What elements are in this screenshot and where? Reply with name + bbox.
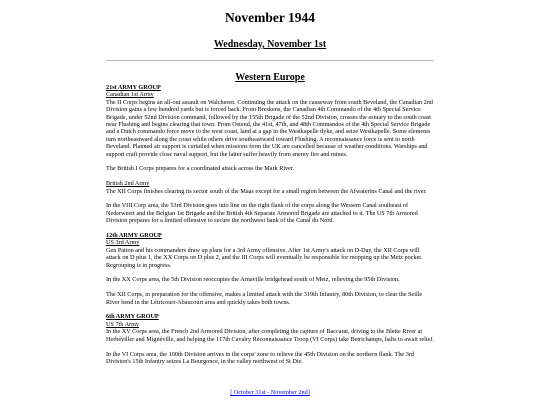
page-content — [106, 0, 434, 365]
footer-nav — [0, 389, 540, 396]
army-group-12 — [106, 232, 434, 306]
paragraph: The XII Corps, in preparation for the offensive, makes a limited attack with the 319th Infantry, 80th Division, to clear the Seille River bend in the Létricourt-Abaucourt area and quickly takes both towns. — [106, 291, 423, 306]
army-group-6 — [106, 313, 434, 365]
army-subtitle: British 2nd Army — [106, 180, 150, 188]
paragraph: In the XV Corps area, the French 2nd Armored Division, after completing the capture of Baccarat, driving to the Blette River at Herbéviller and Mignéville, and helping the 117th Cavalry Reconnaissance Troop (VI Corps) take Betrichamps, halts to await relief. — [106, 328, 434, 343]
group-title: 12th ARMY GROUP — [106, 232, 162, 240]
paragraph: The II Corps begins an all-out assault on Walcheren. Continuing the attack on the causeway from south Beveland, the Canadian 2nd Division gains a few hundred yards but is forced back. From Breskens, the Canadian 4th Commando of the 4th Special Service Brigade, under 52nd Division command, followed by the 155th Brigade of the 52nd Division, crosses the estuary to the south coast near Flushing and begins clearing that town. From Ostend, the 41st, 47th, and 48th Commandos of the 4th Special Service Brigade and a Dutch commando force move to the west coast, land at a gap in the Westkapelle dyke, and seize Westkapelle. Some elements turn northeastward along the coast while others drive southeastward toward Flushing. A reconnaissance force is sent to north Beveland. Planned air support is curtailed when missions from the UK are cancelled because of weather conditions. Warships and support craft provide close naval support, but the latter suffer heavily from enemy fire and mines. — [106, 98, 433, 158]
army-subtitle: US 7th Army — [106, 320, 140, 328]
page-title: November 1944 — [224, 10, 316, 25]
date-heading: Wednesday, November 1st — [213, 39, 327, 50]
group-title: 6th ARMY GROUP — [106, 313, 159, 321]
paragraph: In the VIII Corp area, the 53rd Division goes into line on the right flank of the corps along the Wessem Canal southeast of Nederweert and the Belgian 1st Brigade and the British 4th Separate Armored Brigade are attached to it. The US 7th Armored Division prepares for a limited offensive to secure the northwest bank of the Canal du Nord. — [106, 202, 418, 225]
paragraph: In the XX Corps area, the 5th Division reoccupies the Arnaville bridgehead south of Metz, relieving the 95th Division. — [106, 276, 400, 284]
date-nav-link[interactable]: [ October 31st - November 2nd] — [230, 389, 310, 396]
section-title: Western Europe — [235, 72, 305, 83]
army-group-21 — [106, 84, 434, 225]
divider — [106, 60, 434, 61]
paragraph: In the VI Corps area, the 100th Division arrives in the corps' zone to relieve the 45th Division on the northern flank. The 3rd Division's 15th Infantry seizes La Bourgonce, in the valley northwest of St Dié. — [106, 350, 414, 365]
paragraph: Gen Patton and his commanders draw up plans for a 3rd Army offensive. After 1st Army's attack on D-Day, the XII Corps will attack on D plus 1, the XX Corps on D plus 2, and the III Corps will eventually be responsible for mopping up the Metz pocket. Regrouping is in progress. — [106, 246, 423, 269]
paragraph: The British I Corps prepares for a coordinated attack across the Mark River. — [106, 165, 295, 173]
army-subtitle: Canadian 1st Army — [106, 91, 154, 99]
army-subtitle: US 3rd Army — [106, 239, 140, 247]
paragraph: The XII Corps finishes clearing its sector south of the Maas except for a small region between the Afwaterins Canal and the river. — [106, 187, 427, 195]
group-title: 21st ARMY GROUP — [106, 84, 161, 91]
